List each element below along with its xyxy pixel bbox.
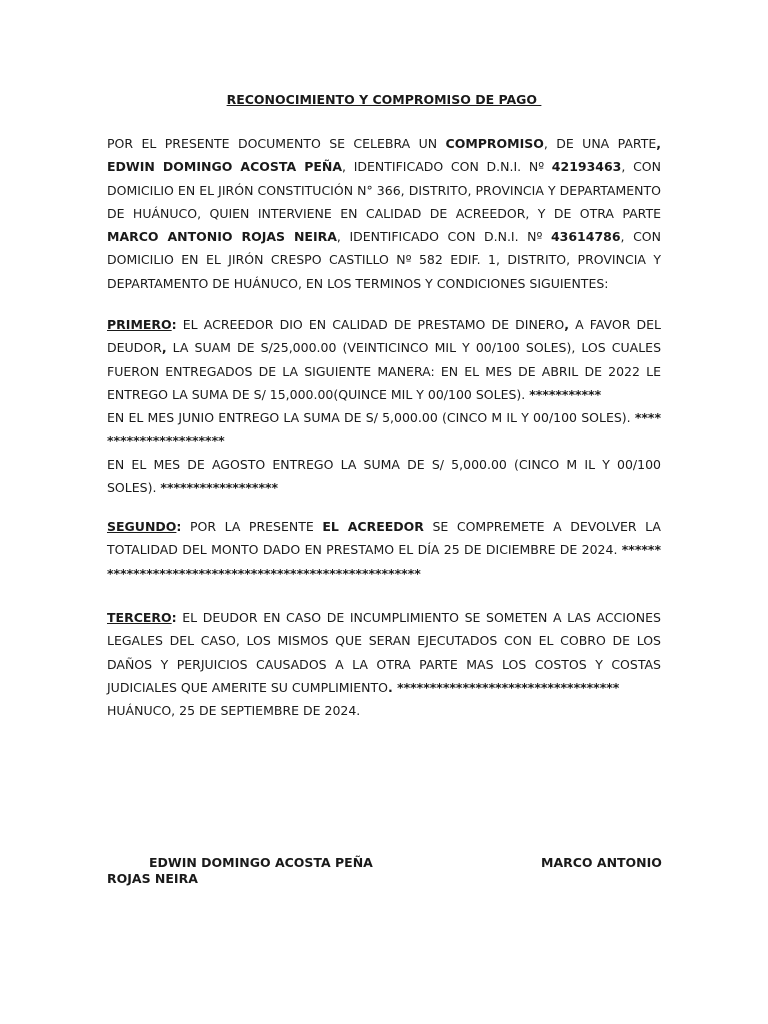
signature-debtor-name-first: MARCO ANTONIO (541, 855, 662, 870)
clause-segundo-text-1: POR LA PRESENTE (181, 519, 323, 534)
clause-primero-line-3: EN EL MES DE AGOSTO ENTREGO LA SUMA DE S/ 5,000.00 (CINCO M IL Y 00/100 SOLES). (107, 456, 661, 496)
signature-creditor-name: EDWIN DOMINGO ACOSTA PEÑA (149, 855, 373, 870)
intro-text-4: , CON DOMICILIO EN EL JIRÓN CONSTITUCIÓN N° 366, DISTRITO, PROVINCIA Y DEPARTAMENTO DE HUÁNUCO, QUIEN INTERVIENE EN CALIDAD DE ACREEDOR, Y DE OTRA PARTE (107, 159, 661, 221)
clause-segundo-heading: SEGUNDO (107, 519, 177, 534)
clause-primero-stars-3: ****************** (160, 480, 279, 496)
clause-primero-heading: PRIMERO (107, 317, 172, 332)
clause-tercero-text-1: EL DEUDOR EN CASO DE INCUMPLIMIENTO SE SOMETEN A LAS ACCIONES LEGALES DEL CASO, LOS MISMOS QUE SERAN EJECUTADOS CON EL COBRO DE LOS DAÑOS Y PERJUICIOS CAUSADOS A LA OTRA PARTE MAS LOS COSTOS Y COSTAS JUDICIALES QUE AMERITE SU CUMPLIMIENTO (107, 610, 661, 695)
creditor-name: , EDWIN DOMINGO ACOSTA PEÑA (107, 136, 661, 175)
clause-segundo-colon: : (176, 519, 182, 534)
clause-primero-line-2: EN EL MES JUNIO ENTREGO LA SUMA DE S/ 5,000.00 (CINCO M IL Y 00/100 SOLES). (107, 410, 635, 426)
intro-text-1: POR EL PRESENTE DOCUMENTO SE CELEBRA UN (107, 136, 446, 151)
clause-tercero-heading: TERCERO (107, 610, 172, 625)
clause-primero-stars-2: ********************** (107, 410, 661, 449)
document-title: RECONOCIMIENTO Y COMPROMISO DE PAGO (226, 92, 542, 107)
clause-primero-stars-1: *********** (529, 386, 602, 402)
clause-primero-text-3: LA SUAM DE S/25,000.00 (VEINTICINCO MIL Y 00/100 SOLES), LOS CUALES FUERON ENTREGADOS DE LA SIGUIENTE MANERA: EN EL MES DE ABRIL DE 2022 LE ENTREGO LA SUMA DE S/ 15,000.00(QUINCE MIL Y 00/100 SOLES). (107, 340, 661, 402)
clause-primero-comma-2: , (161, 340, 167, 356)
place-and-date: HUÁNUCO, 25 DE SEPTIEMBRE DE 2024. (107, 703, 361, 719)
clause-primero-text-2: A FAVOR DEL DEUDOR (107, 317, 662, 356)
clause-tercero-colon: : (171, 610, 177, 625)
clause-segundo-text-2: SE COMPREMETE A DEVOLVER LA TOTALIDAD DEL MONTO DADO EN PRESTAMO EL DÍA 25 DE DICIEMBRE DE 2024. (107, 519, 661, 558)
clause-tercero-dot: . (387, 679, 393, 695)
creditor-dni: 42193463 (551, 159, 622, 175)
signature-debtor-name-last: ROJAS NEIRA (107, 871, 198, 886)
clause-segundo-stars: ****************************************************** (107, 542, 661, 581)
clause-primero-comma-1: , (564, 317, 569, 332)
intro-bold-compromiso: COMPROMISO (445, 136, 544, 151)
clause-segundo-bold-acreedor: EL ACREEDOR (322, 519, 424, 534)
clause-tercero-stars: ********************************** (392, 679, 620, 695)
intro-text-3: , IDENTIFICADO CON D.N.I. Nº (342, 159, 552, 175)
clause-segundo (107, 515, 661, 585)
clause-primero-colon: : (171, 317, 177, 332)
debtor-dni: 43614786 (550, 229, 621, 245)
clause-primero-text-1: EL ACREEDOR DIO EN CALIDAD DE PRESTAMO DE DINERO (176, 317, 565, 332)
intro-paragraph (107, 132, 661, 295)
intro-text-6: , CON DOMICILIO EN EL JIRÓN CRESPO CASTILLO Nº 582 EDIF. 1, DISTRITO, PROVINCIA Y DEPARTAMENTO DE HUÁNUCO, EN LOS TERMINOS Y CONDICIONES SIGUIENTES: (107, 229, 661, 291)
clause-tercero (107, 606, 661, 722)
debtor-name: MARCO ANTONIO ROJAS NEIRA (107, 229, 337, 245)
intro-text-5: , IDENTIFICADO CON D.N.I. Nº (336, 229, 551, 245)
intro-text-2: , DE UNA PARTE (543, 136, 657, 151)
clause-primero (107, 313, 661, 499)
